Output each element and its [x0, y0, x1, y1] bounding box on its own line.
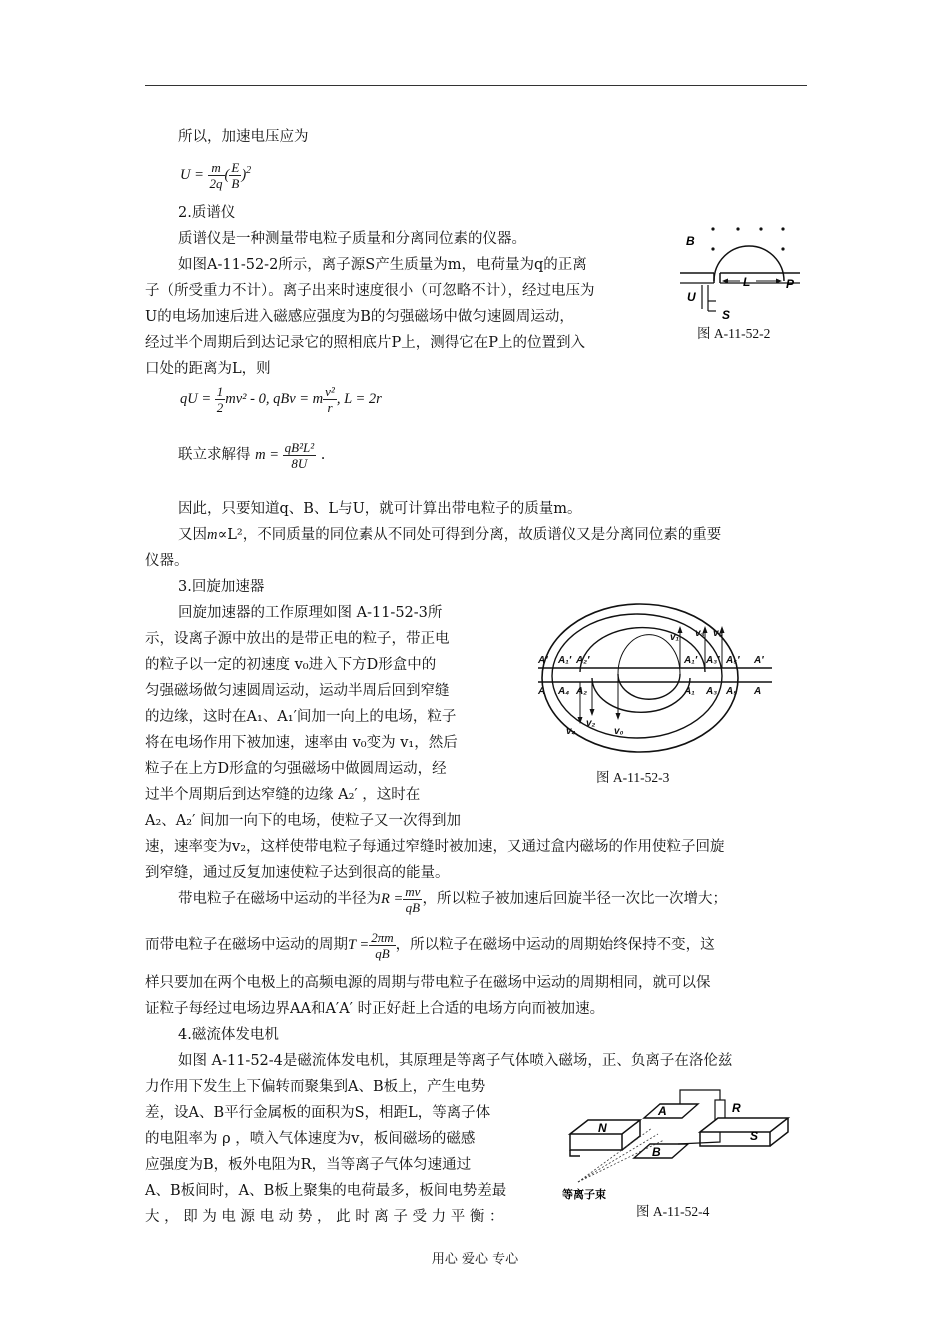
text-line: 口处的距离为L，则 — [145, 361, 271, 377]
text-line: 力作用下发生上下偏转而聚集到A、B板上，产生电势 — [145, 1079, 486, 1095]
svg-text:A₁′: A₁′ — [558, 655, 572, 666]
svg-text:v₂: v₂ — [586, 718, 596, 729]
text-line: A₂、A₂′ 间加一向下的电场，使粒子又一次得到加 — [145, 813, 461, 829]
text-line: 的粒子以一定的初速度 v₀进入下方D形盒中的 — [145, 657, 437, 673]
svg-text:A₁′: A₁′ — [684, 655, 698, 666]
section-heading-mhd-generator: 4.磁流体发电机 — [178, 1027, 279, 1043]
formula-mass-result: 联立求解得 m = $\frac{\text{qB²L²}}{8U}$ . — [178, 440, 326, 472]
svg-text:A₅′: A₅′ — [726, 655, 740, 666]
text-line: 速，速率变为v₂，这样使带电粒子每通过窄缝时被加速，又通过盒内磁场的作用使粒子回旋 — [145, 839, 725, 855]
formula-radius: 带电粒子在磁场中运动的半径为R = $\frac{mv}{qB}$ ，所以粒子被加速后回旋半径一次比一次增大； — [178, 884, 727, 916]
svg-text:A₂: A₂ — [576, 686, 588, 697]
text-line: 所以，加速电压应为 — [178, 129, 309, 145]
svg-text:v₁: v₁ — [670, 632, 680, 643]
figure-caption: 图 A-11-52-2 — [697, 326, 771, 341]
text-line: 仪器。 — [145, 553, 189, 569]
label-L: L — [743, 275, 751, 289]
section-heading-cyclotron: 3.回旋加速器 — [178, 579, 265, 595]
text-line: 经过半个周期后到达记录它的照相底片P上，测得它在P上的位置到入 — [145, 335, 586, 351]
text-line: 粒子在上方D形盒的匀强磁场中做圆周运动，经 — [145, 761, 447, 777]
formula-accel-voltage: U = $\frac{m}{2q}$ ( $\frac{E}{B}$ )$^2$ — [180, 160, 252, 191]
figure-mass-spectrometer — [680, 225, 806, 325]
svg-text:S: S — [750, 1129, 759, 1143]
svg-text:A₂′: A₂′ — [576, 655, 590, 666]
text-line: 到窄缝，通过反复加速使粒子达到很高的能量。 — [145, 865, 450, 881]
label-P: P — [786, 277, 795, 291]
svg-text:v₀: v₀ — [614, 726, 624, 737]
label-U: U — [687, 290, 696, 304]
figure-caption: 图 A-11-52-3 — [596, 770, 670, 785]
svg-text:A′: A′ — [754, 655, 764, 666]
svg-text:A₅: A₅ — [726, 686, 738, 697]
text-line: A、B板间时，A、B板上聚集的电荷最多，板间电势差最 — [145, 1183, 507, 1199]
text-line: 应强度为B，板外电阻为R，当等离子气体匀速通过 — [145, 1157, 472, 1173]
svg-text:v₄: v₄ — [566, 726, 576, 737]
text-line: 如图A-11-52-2所示，离子源S产生质量为m，电荷量为q的正离 — [178, 257, 587, 273]
text-line: 质谱仪是一种测量带电粒子质量和分离同位素的仪器。 — [178, 231, 526, 247]
figure-cyclotron — [530, 600, 775, 765]
svg-text:A: A — [658, 1104, 667, 1118]
text-line: 将在电场作用下被加速，速率由 v₀变为 v₁，然后 — [145, 735, 458, 751]
text-line: 匀强磁场做匀速圆周运动，运动半周后回到窄缝 — [145, 683, 450, 699]
text-line: 的边缘，这时在A₁、A₁′间加一向上的电场，粒子 — [145, 709, 457, 725]
svg-text:A: A — [538, 686, 546, 697]
formula-period: 而带电粒子在磁场中运动的周期T = $\frac{2\pi m}{qB}$ ，所以粒子在磁场中运动的周期始终保持不变，这 — [145, 930, 715, 962]
figure-mhd-generator — [560, 1082, 800, 1202]
text-line: 子（所受重力不计）。离子出来时速度很小（可忽略不计），经过电压为 — [145, 283, 595, 299]
label-plasma-beam: 等离子束 — [562, 1189, 606, 1201]
svg-text:R: R — [732, 1101, 741, 1115]
label-B: B — [686, 234, 695, 248]
svg-text:A₃: A₃ — [706, 686, 718, 697]
svg-text:N: N — [598, 1121, 607, 1135]
svg-text:B: B — [652, 1145, 661, 1159]
svg-text:v₅: v₅ — [713, 628, 723, 639]
text-line: U的电场加速后进入磁感应强度为B的匀强磁场中做匀速圆周运动， — [145, 309, 574, 325]
text-line: 过半个周期后到达窄缝的边缘 A₂′ ，这时在 — [145, 787, 421, 803]
text-line: 因此，只要知道q、B、L与U，就可计算出带电粒子的质量m。 — [178, 501, 582, 517]
text-line: 示，设离子源中放出的是带正电的粒子，带正电 — [145, 631, 450, 647]
svg-text:v₃: v₃ — [695, 628, 705, 639]
text-line: 差，设A、B平行金属板的面积为S，相距L，等离子体 — [145, 1105, 491, 1121]
svg-text:A₁: A₁ — [684, 686, 695, 697]
svg-text:A₄: A₄ — [558, 686, 570, 697]
page-footer: 用心 爱心 专心 — [431, 1252, 519, 1267]
text-line: 的电阻率为 ρ ，喷入气体速度为v，板间磁场的磁感 — [145, 1131, 476, 1147]
text-line: 如图 A-11-52-4是磁流体发电机，其原理是等离子气体喷入磁场，正、负离子在洛伦兹 — [178, 1053, 733, 1069]
section-heading-mass-spectrometer: 2.质谱仪 — [178, 205, 236, 221]
formula-mass-spec-equations: qU = $\frac{1}{2}$ mv² - 0, qBv = m $\frac{\text{v²}}{r}$ , L = 2r — [180, 384, 382, 416]
label-S: S — [722, 308, 731, 322]
svg-text:A′: A′ — [538, 655, 548, 666]
figure-caption: 图 A-11-52-4 — [636, 1204, 710, 1219]
text-line: 证粒子每经过电场边界AA和A′A′ 时正好赶上合适的电场方向而被加速。 — [145, 1001, 605, 1017]
svg-text:A: A — [754, 686, 762, 697]
text-line: 样只要加在两个电极上的高频电源的周期与带电粒子在磁场中运动的周期相同，就可以保 — [145, 975, 711, 991]
text-line: 又因m∝L²，不同质量的同位素从不同处可得到分离，故质谱仪又是分离同位素的重要 — [178, 527, 722, 543]
svg-text:A₃′: A₃′ — [706, 655, 720, 666]
text-line: 大 ， 即 为 电 源 电 动 势 ， 此 时 离 子 受 力 平 衡 ： — [145, 1209, 504, 1225]
text-line: 回旋加速器的工作原理如图 A-11-52-3所 — [178, 605, 443, 621]
header-rule — [145, 85, 807, 86]
